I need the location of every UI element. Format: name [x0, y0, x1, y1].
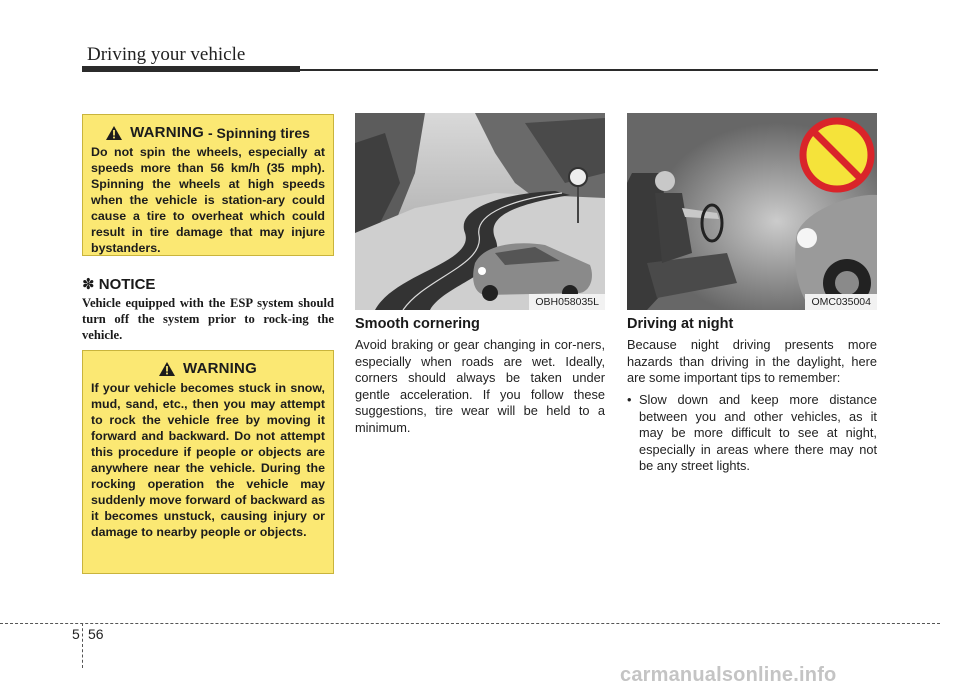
warning-heading: [91, 125, 325, 141]
image-caption-night: OMC035004: [805, 294, 877, 310]
warning-box-stuck-vehicle: [82, 350, 334, 574]
notice-title: ✽ NOTICE: [82, 276, 156, 293]
section-text-smooth-cornering: Avoid braking or gear changing in cor-ners, especially when roads are wet. Ideally, corners should always be taken under gentle acceleration. If you follow these suggestions, tire wear will be held to a minimum.: [355, 337, 605, 435]
warning-triangle-icon: [159, 362, 175, 376]
cornering-road-illustration: [355, 113, 605, 310]
bullet-dot: •: [627, 392, 632, 407]
image-caption-cornering: OBH058035L: [529, 294, 605, 310]
section-text-driving-night: Because night driving presents more hazards than driving in the daylight, here are some important tips to remember:: [627, 337, 877, 385]
header-rule-thin: [300, 69, 878, 71]
footer-dashed-rule: [0, 623, 940, 624]
warning-heading: [91, 361, 325, 377]
page-number: 56: [88, 626, 104, 642]
section-title-driving-night: Driving at night: [627, 316, 734, 332]
header-rule-thick: [82, 66, 300, 72]
page-header-title: Driving your vehicle: [87, 44, 246, 65]
warning-text: Do not spin the wheels, especially at speeds more than 56 km/h (35 mph). Spinning the wheels at high speeds when the vehicle is station-ary could cause a tire to overheat which could result in tire damage that may injure bystanders.: [91, 145, 325, 255]
night-driving-illustration: [627, 113, 877, 310]
footer-dashed-divider: [82, 623, 83, 668]
warning-title: WARNING: [183, 360, 257, 377]
warning-box-spinning-tires: [82, 114, 334, 256]
warning-triangle-icon: [106, 126, 122, 140]
warning-title: WARNING: [130, 124, 204, 141]
bullet-text: Slow down and keep more distance between you and other vehicles, as it may be more difficult to see at night, especially in areas where there may not be any street lights.: [639, 392, 877, 473]
section-title-smooth-cornering: Smooth cornering: [355, 316, 480, 332]
warning-subtitle: - Spinning tires: [208, 125, 310, 141]
bullet-item: [627, 392, 877, 475]
night-driving-picture: [627, 113, 877, 310]
notice-text: Vehicle equipped with the ESP system should turn off the system prior to rock-ing the vehicle.: [82, 296, 334, 342]
winding-road-picture: [355, 113, 605, 310]
watermark-text: carmanualsonline.info: [620, 664, 837, 686]
warning-text: If your vehicle becomes stuck in snow, mud, sand, etc., then you may attempt to rock the vehicle free by moving it forward and backward. Do not attempt this procedure if people or objects are anywhere near the vehicle. During the rocking operation the vehicle may suddenly move forward of backward as it becomes unstuck, causing injury or damage to nearby people or objects.: [91, 381, 325, 539]
chapter-number: 5: [72, 626, 80, 642]
